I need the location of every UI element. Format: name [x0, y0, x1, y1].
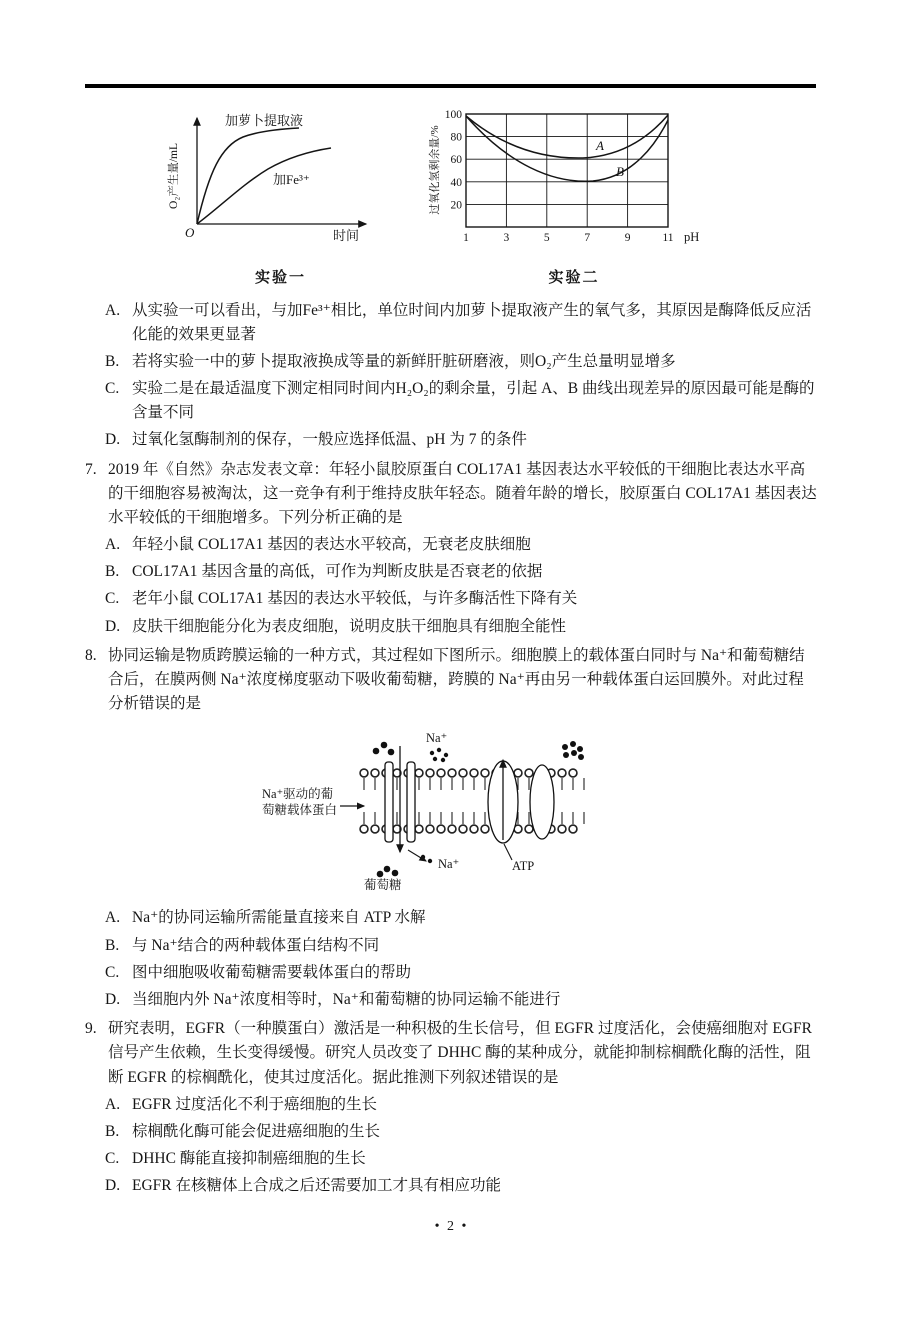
- question-8-options: [85, 906, 818, 1012]
- svg-text:7: 7: [584, 232, 591, 244]
- svg-text:3: 3: [503, 232, 510, 244]
- cotransport-diagram: [260, 726, 620, 894]
- option-label: C.: [105, 1150, 120, 1168]
- option-text: COL17A1 基因含量的高低，可作为判断皮肤是否衰老的依据: [132, 563, 543, 581]
- figure-experiment-1: [163, 106, 398, 291]
- option-text: 实验二是在最适温度下测定相同时间内H₂O₂的剩余量，引起 A、B 曲线出现差异的原因最可能是酶的含量不同: [132, 380, 815, 422]
- option-row: [105, 615, 818, 639]
- option-row: [105, 533, 818, 557]
- question-8: [85, 644, 818, 717]
- option-text: 与 Na⁺结合的两种载体蛋白结构不同: [132, 936, 380, 954]
- question-6-options: [85, 299, 818, 453]
- option-text: 从实验一可以看出，与加Fe³⁺相比，单位时间内加萝卜提取液产生的氧气多，其原因是酶降低反应活化能的效果更显著: [132, 301, 812, 343]
- glucose-molecules-outside: [373, 742, 395, 756]
- y-axis-label: 过氧化氢剩余量/%: [429, 125, 441, 215]
- figures-row: [163, 102, 818, 291]
- na-ions-top-right: [562, 741, 584, 760]
- option-text: 若将实验一中的萝卜提取液换成等量的新鲜肝脏研磨液，则O₂产生总量明显增多: [132, 352, 676, 370]
- svg-text:100: 100: [444, 109, 462, 121]
- question-number: 8.: [85, 646, 97, 664]
- figure-2-caption: 实验二: [548, 270, 600, 287]
- channel-protein-right-bar: [407, 762, 415, 842]
- option-label: B.: [105, 352, 120, 370]
- option-label: C.: [105, 963, 120, 981]
- atp-label: ATP: [512, 859, 535, 874]
- figure-experiment-2: [428, 102, 720, 291]
- option-text: DHHC 酶能直接抑制癌细胞的生长: [132, 1150, 366, 1168]
- y-tick-labels: [445, 109, 463, 211]
- figure-1-caption: 实验一: [254, 270, 306, 287]
- question-number: 9.: [85, 1020, 97, 1038]
- option-label: D.: [105, 617, 121, 635]
- question-9-options: [85, 1093, 818, 1199]
- plot-border: [466, 114, 668, 227]
- svg-text:9: 9: [624, 232, 631, 244]
- option-text: 当细胞内外 Na⁺浓度相等时，Na⁺和葡萄糖的协同运输不能进行: [132, 991, 561, 1008]
- question-text: 协同运输是物质跨膜运输的一种方式，其过程如下图所示。细胞膜上的载体蛋白同时与 Na⁺和葡萄糖结合后，在膜两侧 Na⁺浓度梯度驱动下吸收葡萄糖，跨膜的 Na⁺再由另一种载体蛋白运回膜外。对此过程分析错误的是: [108, 646, 805, 713]
- svg-text:40: 40: [450, 176, 462, 189]
- option-text: 棕榈酰化酶可能会促进癌细胞的生长: [132, 1122, 381, 1140]
- glucose-label: 葡萄糖: [364, 878, 402, 893]
- option-text: 图中细胞吸收葡萄糖需要载体蛋白的帮助: [132, 963, 412, 981]
- option-label: C.: [105, 590, 120, 608]
- svg-text:80: 80: [450, 131, 462, 144]
- curve-A-label: A: [596, 138, 604, 153]
- option-row: [105, 961, 818, 985]
- option-row: [105, 587, 818, 611]
- page-number: • 2 •: [434, 1219, 469, 1235]
- experiment-1-chart: [163, 106, 398, 258]
- svg-text:1: 1: [463, 232, 469, 244]
- option-row: [105, 560, 818, 584]
- option-label: B.: [105, 563, 120, 581]
- header-rule: [85, 84, 816, 88]
- option-row: [105, 1120, 818, 1144]
- option-label: B.: [105, 936, 120, 954]
- x-axis-label: 时间: [333, 228, 360, 243]
- svg-text:20: 20: [450, 199, 462, 212]
- option-label: A.: [105, 1095, 121, 1113]
- option-label: B.: [105, 1122, 120, 1140]
- option-label: C.: [105, 380, 120, 398]
- curve-B: [466, 116, 668, 181]
- cotransport-diagram-wrap: [260, 726, 818, 902]
- option-text: 皮肤干细胞能分化为表皮细胞，说明皮肤干细胞具有细胞全能性: [132, 617, 567, 635]
- curve-fe3: [197, 148, 331, 224]
- question-7: [85, 458, 818, 531]
- na-label-inside: Na⁺: [438, 857, 460, 872]
- atp-leader-line: [504, 844, 512, 860]
- y-axis-label: O₂产生量/mL: [168, 143, 180, 209]
- option-text: EGFR 过度活化不利于癌细胞的生长: [132, 1095, 377, 1113]
- second-carrier-protein: [530, 765, 554, 839]
- option-label: A.: [105, 909, 121, 927]
- exam-page-content: [0, 102, 900, 1238]
- question-text: 2019 年《自然》杂志发表文章：年轻小鼠胶原蛋白 COL17A1 基因表达水平较低的干细胞比表达水平高的干细胞容易被淘汰，这一竞争有利于维持皮肤年轻态。随着年龄的增长，胶原蛋白 COL17A1 基因表达水平较低的干细胞增多。下列分析正确的是: [108, 460, 817, 526]
- question-number: 7.: [85, 460, 97, 478]
- option-text: EGFR 在核糖体上合成之后还需要加工才具有相应功能: [132, 1177, 501, 1195]
- option-text: 年轻小鼠 COL17A1 基因的表达水平较高，无衰老皮肤细胞: [132, 536, 531, 554]
- option-row: [105, 906, 818, 930]
- option-label: A.: [105, 536, 121, 554]
- x-axis-label: pH: [684, 230, 700, 244]
- carrier-protein-label-line2: 萄糖载体蛋白: [262, 803, 338, 818]
- option-row: [105, 988, 818, 1012]
- svg-text:11: 11: [662, 232, 674, 244]
- option-row: [105, 1093, 818, 1117]
- curve-radish-label: 加萝卜提取液: [225, 113, 304, 128]
- svg-text:60: 60: [450, 154, 462, 167]
- na-ions-outside: [430, 748, 448, 762]
- option-row: [105, 1147, 818, 1171]
- option-text: 过氧化氢酶制剂的保存，一般应选择低温、pH 为 7 的条件: [132, 431, 527, 449]
- option-row: [105, 350, 818, 374]
- option-row: [105, 428, 818, 452]
- grid-lines: [466, 114, 668, 227]
- option-text: Na⁺的协同运输所需能量直接来自 ATP 水解: [132, 909, 426, 927]
- curve-fe3-label: 加Fe³⁺: [273, 172, 310, 187]
- carrier-protein-label-line1: Na⁺驱动的葡: [262, 787, 334, 802]
- option-row: [105, 377, 818, 425]
- experiment-2-chart: [428, 102, 720, 258]
- question-9: [85, 1017, 818, 1090]
- x-tick-labels: [463, 232, 674, 244]
- question-text: 研究表明，EGFR（一种膜蛋白）激活是一种积极的生长信号，但 EGFR 过度活化，会使癌细胞对 EGFR 信号产生依赖，生长变得缓慢。研究人员改变了 DHHC 酶的某种成分，就能抑制棕榈酰化酶的活性，阻断 EGFR 的棕榈酰化，使其过度活化。据此推测下列叙述错误的是: [108, 1020, 812, 1086]
- option-label: D.: [105, 1177, 121, 1195]
- svg-text:5: 5: [543, 232, 550, 244]
- option-row: [105, 1174, 818, 1198]
- question-7-options: [85, 533, 818, 639]
- curve-B-label: B: [616, 164, 624, 179]
- option-label: A.: [105, 301, 121, 319]
- glucose-molecules-inside: [377, 866, 399, 878]
- option-row: [105, 934, 818, 958]
- option-text: 老年小鼠 COL17A1 基因的表达水平较低，与许多酶活性下降有关: [132, 590, 578, 608]
- option-row: [105, 299, 818, 347]
- na-label-outside: Na⁺: [426, 731, 448, 746]
- origin-label: O: [185, 225, 195, 240]
- option-label: D.: [105, 431, 121, 449]
- channel-protein-left-bar: [385, 762, 393, 842]
- option-label: D.: [105, 991, 121, 1008]
